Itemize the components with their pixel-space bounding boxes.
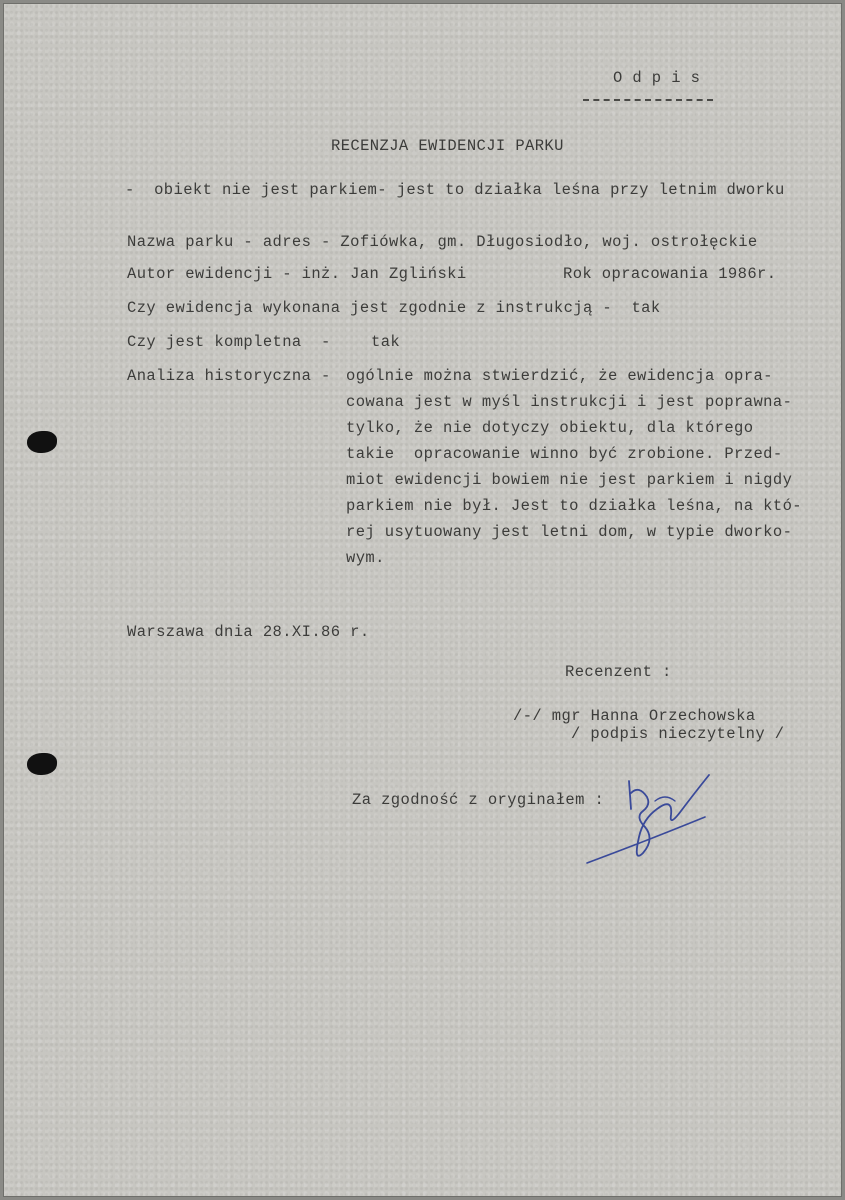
object-note: - obiekt nie jest parkiem- jest to działka leśna przy letnim dworku <box>125 181 785 199</box>
instruction-compliance: Czy ewidencja wykonana jest zgodnie z instrukcją - tak <box>127 299 661 317</box>
park-name-address: Nazwa parku - adres - Zofiówka, gm. Długosiodło, woj. ostrołęckie <box>127 233 758 251</box>
punch-hole <box>27 431 57 453</box>
analysis-line: takie opracowanie winno być zrobione. Przed- <box>346 445 783 463</box>
analysis-line: miot ewidencji bowiem nie jest parkiem i nigdy <box>346 471 793 489</box>
completeness-value: tak <box>371 333 401 351</box>
analysis-line: rej usytuowany jest letni dom, w typie dworko- <box>346 523 793 541</box>
analysis-line: wym. <box>346 549 385 567</box>
evidence-author: Autor ewidencji - inż. Jan Zgliński <box>127 265 467 283</box>
analysis-line: parkiem nie był. Jest to działka leśna, na któ- <box>346 497 802 515</box>
place-and-date: Warszawa dnia 28.XI.86 r. <box>127 623 370 641</box>
handwritten-signature <box>581 771 721 871</box>
analysis-line: ogólnie można stwierdzić, że ewidencja opra- <box>346 367 773 385</box>
certification-label: Za zgodność z oryginałem : <box>352 791 605 809</box>
copy-label: O d p i s <box>613 69 701 87</box>
document-title: RECENZJA EWIDENCJI PARKU <box>331 137 564 155</box>
reviewer-label: Recenzent : <box>565 663 672 681</box>
illegible-signature-note: / podpis nieczytelny / <box>571 725 785 743</box>
analysis-line: cowana jest w myśl instrukcji i jest poprawna- <box>346 393 793 411</box>
analysis-line: tylko, że nie dotyczy obiektu, dla którego <box>346 419 754 437</box>
document-page <box>3 3 842 1197</box>
completeness-label: Czy jest kompletna - <box>127 333 331 351</box>
punch-hole <box>27 753 57 775</box>
preparation-year: Rok opracowania 1986r. <box>563 265 777 283</box>
reviewer-name: /-/ mgr Hanna Orzechowska <box>513 707 756 725</box>
copy-label-underline <box>583 99 713 101</box>
historical-analysis-label: Analiza historyczna - <box>127 367 331 385</box>
